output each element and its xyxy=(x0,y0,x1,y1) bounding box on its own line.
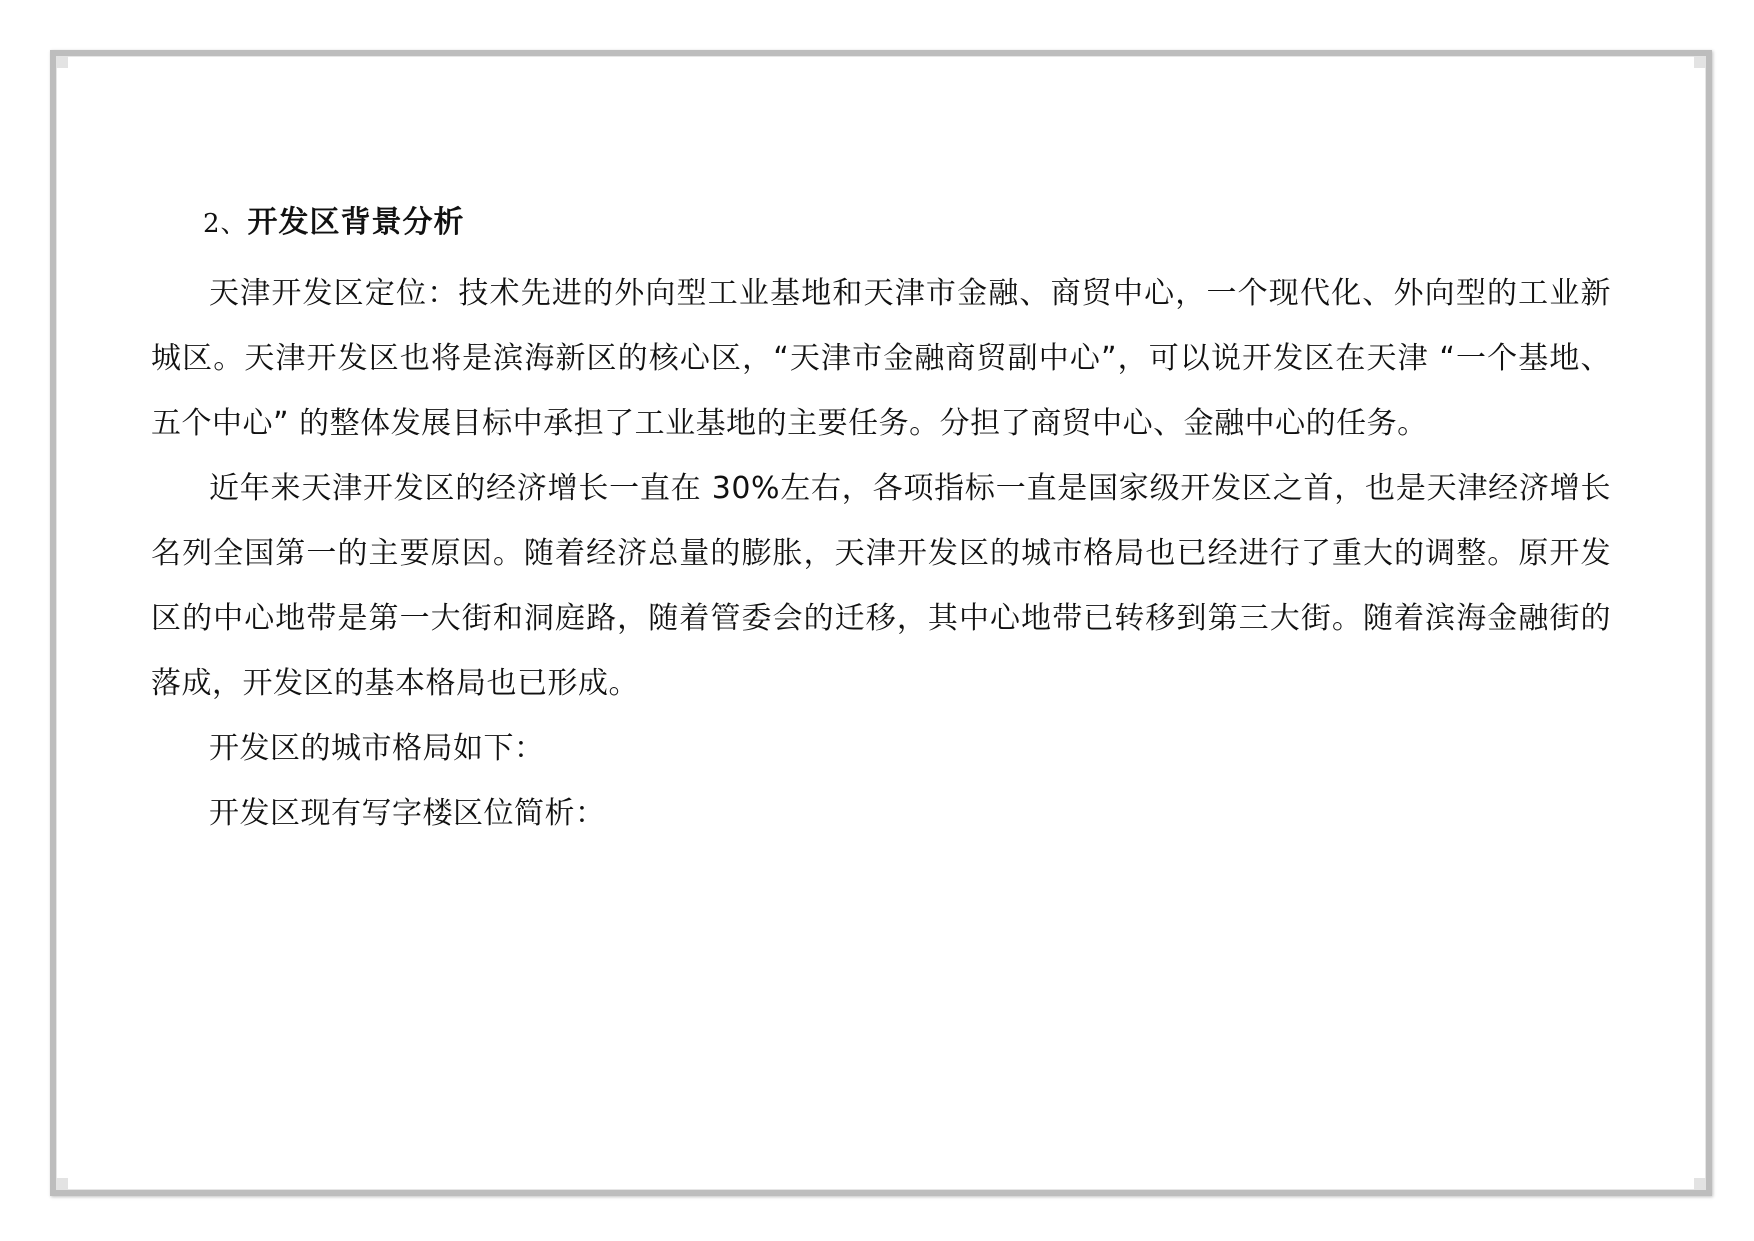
frame-corner xyxy=(1694,56,1706,68)
section-heading xyxy=(151,196,1611,251)
frame-corner xyxy=(56,1178,68,1190)
paragraph-growth: 近年来天津开发区的经济增长一直在 30%左右，各项指标一直是国家级开发区之首，也是天津经济增长名列全国第一的主要原因。随着经济总量的膨胀，天津开发区的城市格局也已经进行了重大的调整。原开发区的中心地带是第一大街和洞庭路，随着管委会的迁移，其中心地带已转移到第三大街。随着滨海金融街的落成，开发区的基本格局也已形成。 xyxy=(151,471,1611,701)
document-body xyxy=(151,196,1611,846)
section-number: 2、 xyxy=(203,209,248,239)
paragraph-positioning: 天津开发区定位：技术先进的外向型工业基地和天津市金融、商贸中心，一个现代化、外向型的工业新城区。天津开发区也将是滨海新区的核心区，“天津市金融商贸副中心”，可以说开发区在天津 “一个基地、五个中心” 的整体发展目标中承担了工业基地的主要任务。分担了商贸中心、金融中心的任务。 xyxy=(151,276,1611,441)
paragraph-office-analysis: 开发区现有写字楼区位简析： xyxy=(209,796,606,831)
frame-corner xyxy=(1694,1178,1706,1190)
section-title: 开发区背景分析 xyxy=(247,205,465,240)
paragraph-city-layout: 开发区的城市格局如下： xyxy=(209,731,545,766)
frame-corner xyxy=(56,56,68,68)
